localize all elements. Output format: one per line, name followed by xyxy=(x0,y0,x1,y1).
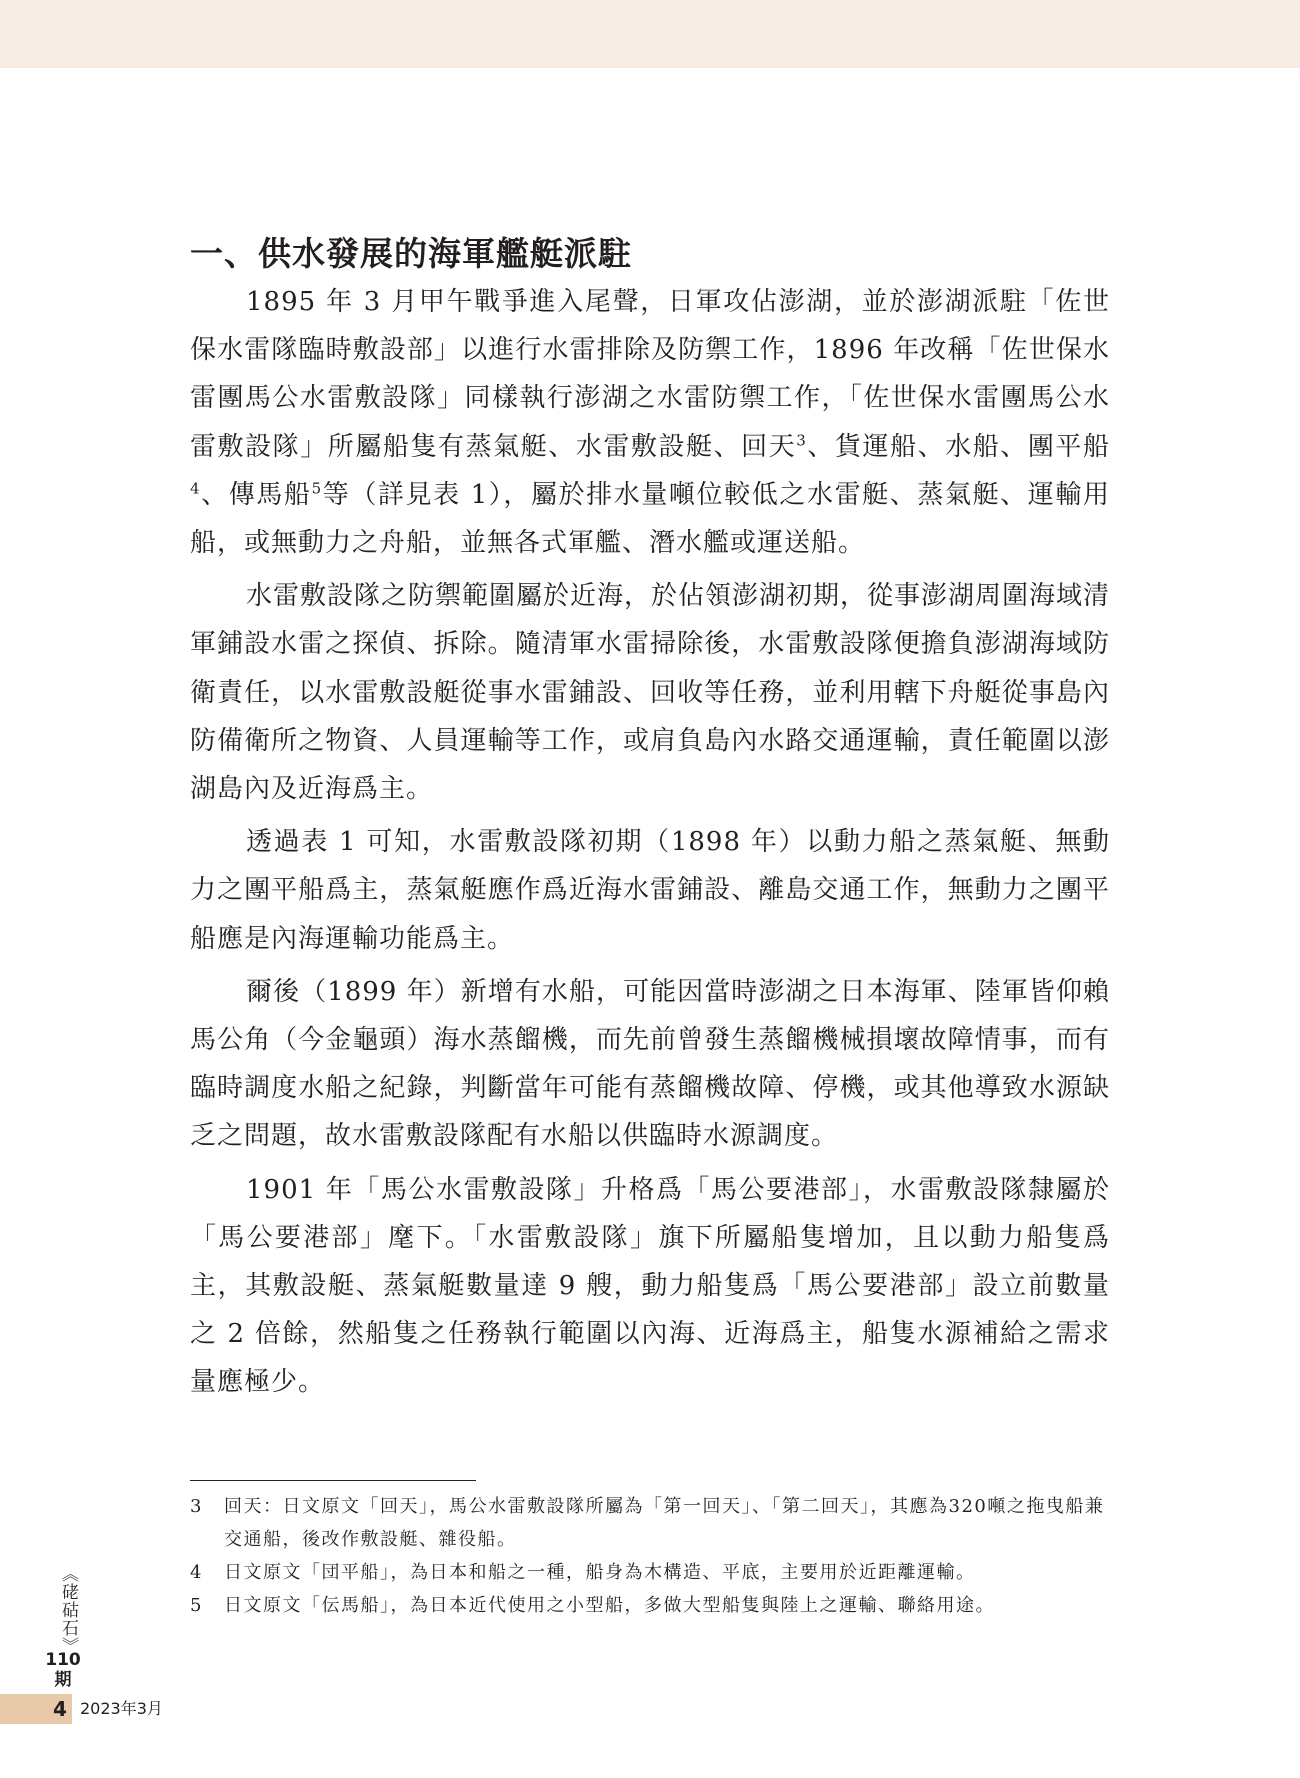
paragraph-text: 等（詳見表 1），屬於排水量噸位較低之水雷艇、蒸氣艇、運輸用船，或無動力之舟船，並無各式軍艦、潛水艦或運送船。 xyxy=(190,479,1110,559)
journal-title: 《硓𥑮石》 xyxy=(58,1565,78,1655)
paragraph-text: 、傳馬船 xyxy=(200,479,312,510)
footnote-ref-3: 3 xyxy=(796,430,807,449)
issue-label xyxy=(40,1650,86,1690)
footnote-4 xyxy=(190,1556,1110,1589)
footnote-number: 4 xyxy=(190,1562,203,1583)
article-body xyxy=(190,278,1110,1412)
paragraph-3: 透過表 1 可知，水雷敷設隊初期（1898 年）以動力船之蒸氣艇、無動力之團平船爲主，蒸氣艇應作爲近海水雷鋪設、離島交通工作，無動力之團平船應是內海運輸功能爲主。 xyxy=(190,827,1110,954)
paragraph-5: 1901 年「馬公水雷敷設隊」升格爲「馬公要港部」，水雷敷設隊隸屬於「馬公要港部」麾下。「水雷敷設隊」旗下所屬船隻增加，且以動力船隻爲主，其敷設艇、蒸氣艇數量達 9 艘，動力船隻爲「馬公要港部」設立前數量之 2 倍餘，然船隻之任務執行範圍以內海、近海爲主，船隻水源補給之需求量應極少。 xyxy=(190,1174,1110,1398)
footnote-number: 3 xyxy=(190,1496,203,1517)
footnote-ref-4: 4 xyxy=(190,479,201,498)
footnote-3 xyxy=(190,1490,1110,1556)
paragraph-2: 水雷敷設隊之防禦範圍屬於近海，於佔領澎湖初期，從事澎湖周圍海域清軍鋪設水雷之探偵、拆除。隨清軍水雷掃除後，水雷敷設隊便擔負澎湖海域防衛責任，以水雷敷設艇從事水雷鋪設、回收等任務，並利用轄下舟艇從事島內防備衛所之物資、人員運輸等工作，或肩負島內水路交通運輸，責任範圍以澎湖島內及近海爲主。 xyxy=(190,581,1111,805)
section-heading: 一、供水發展的海軍艦艇派駐 xyxy=(190,234,632,273)
paragraph-text: 1895 年 3 月甲午戰爭進入尾聲，日軍攻佔澎湖，並於澎湖派駐「佐世保水雷隊臨時敷設部」以進行水雷排除及防禦工作，1896 年改稱「佐世保水雷團馬公水雷敷設隊」同樣執行澎湖之水雷防禦工作，「佐世保水雷團馬公水雷敷設隊」所屬船隻有蒸氣艇、水雷敷設艇、回天 xyxy=(190,287,1110,462)
footnote-text: 回天：日文原文「回天」，馬公水雷敷設隊所屬為「第一回天」、「第二回天」，其應為320噸之拖曳船兼交通船，後改作敷設艇、雜役船。 xyxy=(224,1496,1105,1550)
footnote-5 xyxy=(190,1589,1110,1622)
paragraph-4: 爾後（1899 年）新增有水船，可能因當時澎湖之日本海軍、陸軍皆仰賴馬公角（今金龜頭）海水蒸餾機，而先前曾發生蒸餾機械損壞故障情事，而有臨時調度水船之紀錄，判斷當年可能有蒸餾機故障、停機，或其他導致水源缺乏之問題，故水雷敷設隊配有水船以供臨時水源調度。 xyxy=(190,976,1110,1152)
footnote-ref-5: 5 xyxy=(311,479,323,498)
top-decorative-band xyxy=(0,0,1300,68)
issue-suffix: 期 xyxy=(54,1670,72,1690)
footnote-text: 日文原文「団平船」，為日本和船之一種，船身為木構造、平底，主要用於近距離運輸。 xyxy=(224,1562,976,1583)
page-number: 4 xyxy=(53,1697,67,1721)
paragraph-text: 、貨運船、水船、團平船 xyxy=(806,431,1110,462)
footnotes xyxy=(190,1490,1110,1622)
footnote-text: 日文原文「伝馬船」，為日本近代使用之小型船，多做大型船隻與陸上之運輸、聯絡用途。 xyxy=(224,1595,995,1616)
paragraph-1 xyxy=(190,278,1110,567)
publication-date: 2023年3月 xyxy=(80,1699,163,1718)
footnote-number: 5 xyxy=(190,1595,203,1616)
footnote-divider xyxy=(190,1480,476,1481)
issue-number: 110 xyxy=(45,1650,81,1670)
